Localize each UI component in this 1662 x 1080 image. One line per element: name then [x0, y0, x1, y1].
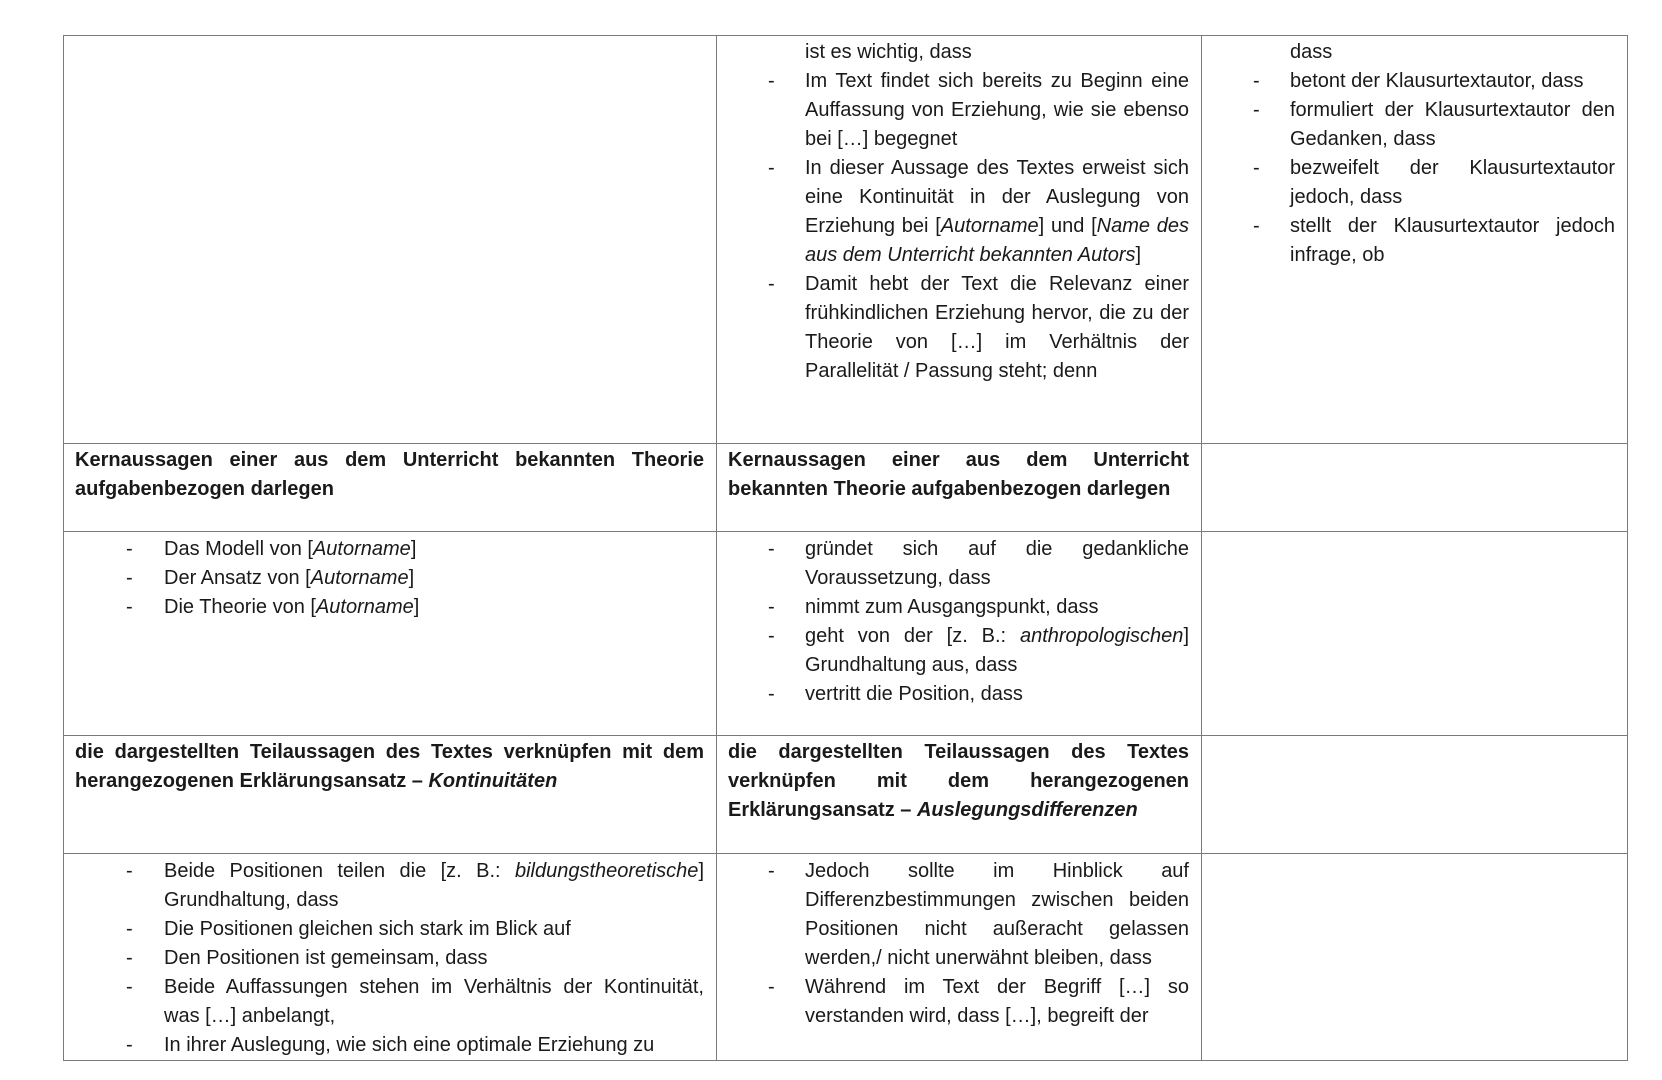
list-item: - betont der Klausurtextautor, dass: [1213, 67, 1615, 96]
table-cell: [717, 736, 1202, 854]
table-cell-empty: [1202, 854, 1628, 1061]
table-row: [64, 444, 1628, 532]
table-cell: [64, 736, 717, 854]
list-item: - Jedoch sollte im Hinblick auf Differenzbestimmungen zwischen beiden Positionen nicht außeracht gelassen werden,/ nicht unerwähnt bleiben, dass: [728, 857, 1189, 973]
table-row: [64, 854, 1628, 1061]
section-heading: die dargestellten Teilaussagen des Textes verknüpfen mit dem herangezogenen Erklärungsansatz – Auslegungsdifferenzen: [728, 741, 1189, 821]
worksheet-table: [63, 35, 1628, 1061]
list-item: - Während im Text der Begriff […] so verstanden wird, dass […], begreift der: [728, 973, 1189, 1031]
list-item: - In dieser Aussage des Textes erweist sich eine Kontinuität in der Auslegung von Erziehung bei [Autorname] und [Name des aus dem Unterricht bekannten Autors]: [728, 154, 1189, 270]
list-item: - Den Positionen ist gemeinsam, dass: [75, 944, 704, 973]
list-item: - Das Modell von [Autorname]: [75, 535, 704, 564]
table-row: [64, 36, 1628, 444]
table-cell: [64, 532, 717, 736]
table-row: [64, 532, 1628, 736]
list-item: - Die Theorie von [Autorname]: [75, 593, 704, 622]
phrase-list: [728, 535, 1189, 709]
list-item: - Damit hebt der Text die Relevanz einer frühkindlichen Erziehung hervor, die zu der Theorie von […] im Verhältnis der Parallelität / Passung steht; denn: [728, 270, 1189, 386]
phrase-list: [1213, 67, 1615, 270]
continuation-text: dass: [1290, 41, 1333, 63]
list-item: - geht von der [z. B.: anthropologischen] Grundhaltung aus, dass: [728, 622, 1189, 680]
continuation-text: ist es wichtig, dass: [805, 41, 972, 63]
table-cell: [64, 854, 717, 1061]
phrase-list: [728, 67, 1189, 386]
list-item: - Im Text findet sich bereits zu Beginn eine Auffassung von Erziehung, wie sie ebenso bei […] begegnet: [728, 67, 1189, 154]
section-heading: Kernaussagen einer aus dem Unterricht bekannten Theorie aufgabenbezogen darlegen: [728, 449, 1189, 500]
table-row: [64, 736, 1628, 854]
table-cell-empty: [1202, 532, 1628, 736]
phrase-list: [728, 857, 1189, 1031]
list-item: - formuliert der Klausurtextautor den Gedanken, dass: [1213, 96, 1615, 154]
list-item: - Beide Positionen teilen die [z. B.: bildungstheoretische] Grundhaltung, dass: [75, 857, 704, 915]
list-item: - vertritt die Position, dass: [728, 680, 1189, 709]
list-item: - Beide Auffassungen stehen im Verhältnis der Kontinuität, was […] anbelangt,: [75, 973, 704, 1031]
table-cell: [64, 444, 717, 532]
list-item: - Die Positionen gleichen sich stark im Blick auf: [75, 915, 704, 944]
table-cell-empty: [64, 36, 717, 444]
list-item: - stellt der Klausurtextautor jedoch infrage, ob: [1213, 212, 1615, 270]
table-cell: [717, 854, 1202, 1061]
table-cell-empty: [1202, 444, 1628, 532]
phrase-list: [75, 535, 704, 622]
table-cell: [717, 444, 1202, 532]
table-cell-empty: [1202, 736, 1628, 854]
list-item: - bezweifelt der Klausurtextautor jedoch, dass: [1213, 154, 1615, 212]
phrase-list: [75, 857, 704, 1060]
list-item: - gründet sich auf die gedankliche Voraussetzung, dass: [728, 535, 1189, 593]
table-cell: [717, 532, 1202, 736]
section-heading: die dargestellten Teilaussagen des Textes verknüpfen mit dem herangezogenen Erklärungsansatz – Kontinuitäten: [75, 741, 704, 792]
table-cell: [717, 36, 1202, 444]
section-heading: Kernaussagen einer aus dem Unterricht bekannten Theorie aufgabenbezogen darlegen: [75, 449, 704, 500]
list-item: - Der Ansatz von [Autorname]: [75, 564, 704, 593]
list-item: - nimmt zum Ausgangspunkt, dass: [728, 593, 1189, 622]
table-cell: [1202, 36, 1628, 444]
list-item: - In ihrer Auslegung, wie sich eine optimale Erziehung zu: [75, 1031, 704, 1060]
